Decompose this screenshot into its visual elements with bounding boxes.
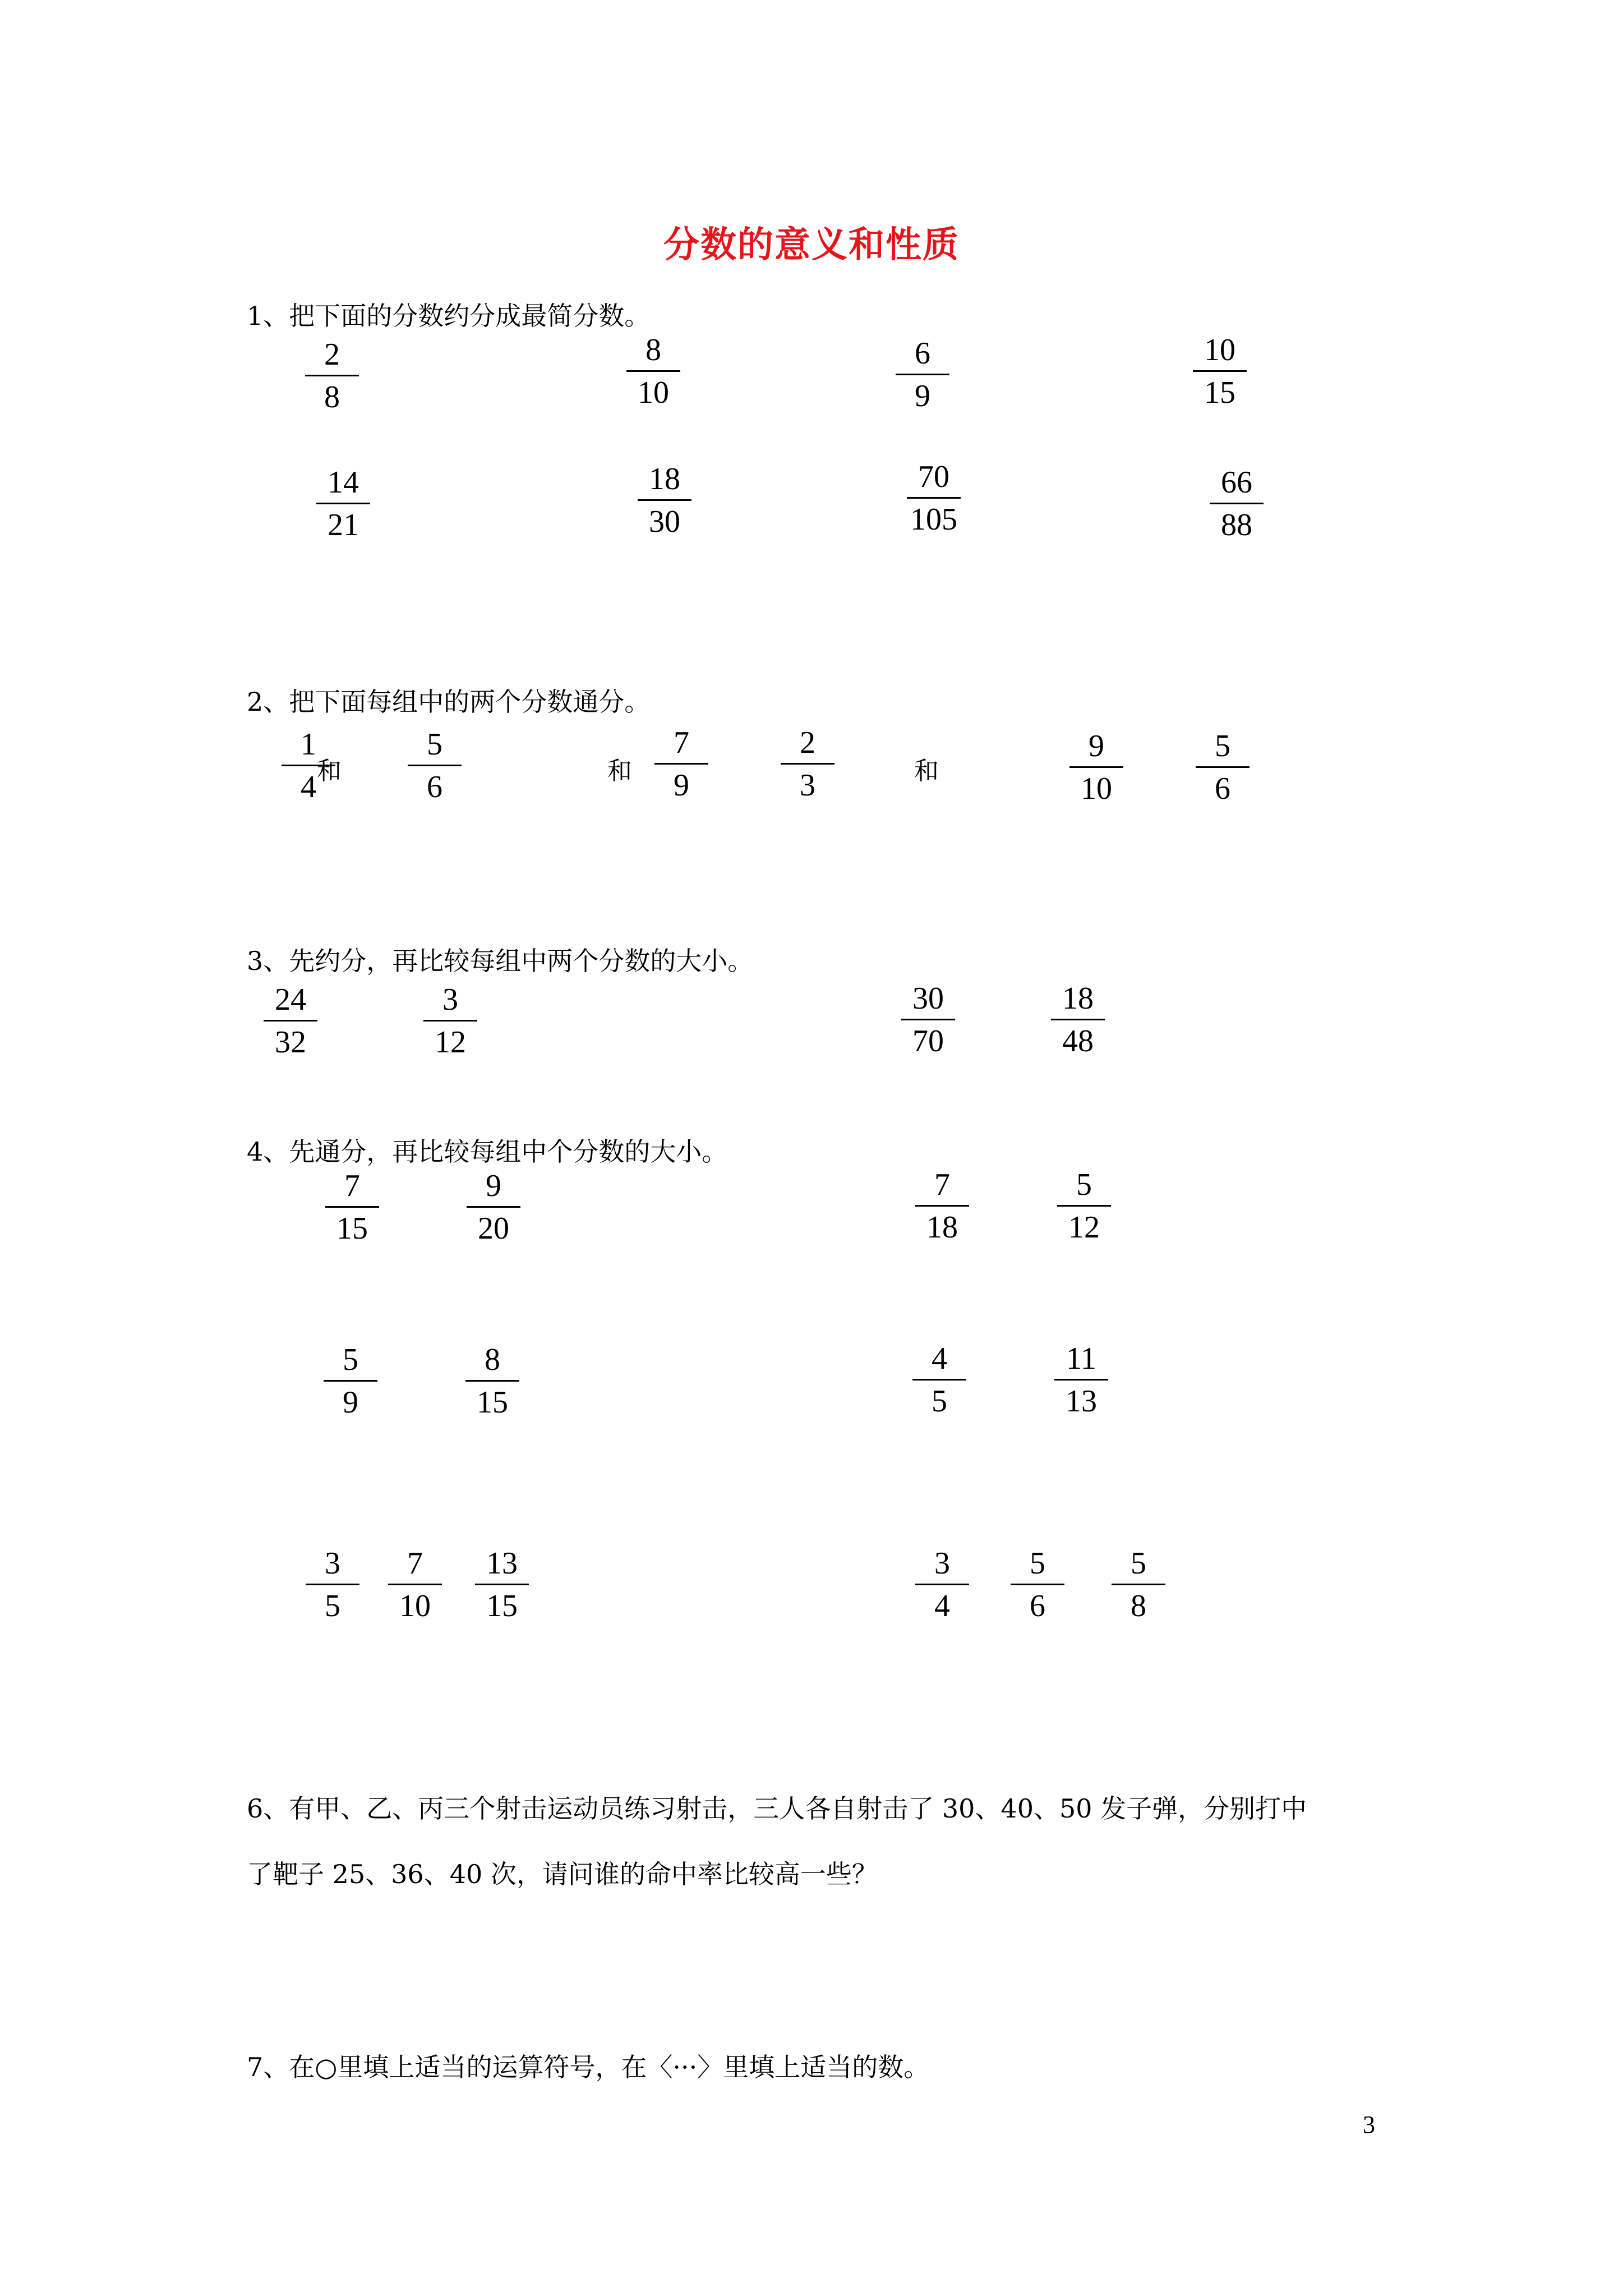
fraction: 3 12: [417, 982, 484, 1066]
fraction: 5 6: [1189, 728, 1256, 812]
fraction: 2 8: [298, 337, 366, 421]
fraction: 18 30: [631, 461, 698, 545]
fraction: 9 20: [460, 1168, 527, 1252]
question-4-text: 4、先通分，再比较每组中个分数的大小。: [247, 1137, 728, 1167]
word-he: 和: [607, 757, 632, 785]
fraction: 14 21: [310, 464, 377, 549]
question-7-text: 7、在○里填上适当的运算符号，在〈···〉里填上适当的数。: [247, 2052, 930, 2082]
question-6-line-1: 6、有甲、乙、丙三个射击运动员练习射击，三人各自射击了 30、40、50 发子弹，分别打中: [247, 1793, 1307, 1824]
fraction: 9 10: [1063, 728, 1130, 812]
fraction: 24 32: [257, 982, 324, 1066]
fraction: 5 6: [1004, 1545, 1071, 1630]
question-1-text: 1、把下面的分数约分成最简分数。: [247, 301, 651, 331]
fraction: 18 48: [1044, 981, 1112, 1065]
fraction: 70 105: [900, 459, 967, 543]
word-he: 和: [317, 757, 342, 785]
question-3-text: 3、先约分，再比较每组中两个分数的大小。: [247, 946, 754, 976]
fraction: 6 9: [889, 335, 956, 420]
fraction: 30 70: [895, 981, 962, 1065]
fraction: 4 5: [906, 1341, 973, 1425]
fraction: 3 4: [909, 1545, 976, 1630]
fraction: 8 15: [459, 1342, 526, 1426]
fraction: 5 9: [317, 1342, 384, 1426]
fraction: 7 9: [648, 725, 715, 809]
fraction: 3 5: [299, 1545, 366, 1630]
fraction: 1 4: [275, 726, 342, 811]
fraction: 66 88: [1203, 464, 1270, 549]
fraction: 8 10: [620, 332, 687, 416]
question-6-line-2: 了靶子 25、36、40 次，请问谁的命中率比较高一些？: [247, 1859, 878, 1889]
fraction: 5 12: [1050, 1167, 1118, 1251]
fraction: 11 13: [1048, 1341, 1115, 1425]
fraction: 5 8: [1105, 1545, 1172, 1630]
page-title: 分数的意义和性质: [663, 224, 960, 266]
question-2-text: 2、把下面每组中的两个分数通分。: [247, 687, 651, 717]
fraction: 7 18: [909, 1167, 976, 1251]
page-number: 3: [1363, 2111, 1375, 2138]
fraction: 2 3: [774, 725, 841, 809]
fraction: 7 15: [319, 1168, 386, 1252]
fraction: 10 15: [1186, 332, 1253, 416]
fraction: 7 10: [381, 1545, 449, 1630]
fraction: 5 6: [401, 726, 468, 811]
fraction: 13 15: [468, 1545, 536, 1630]
word-he: 和: [914, 757, 939, 785]
